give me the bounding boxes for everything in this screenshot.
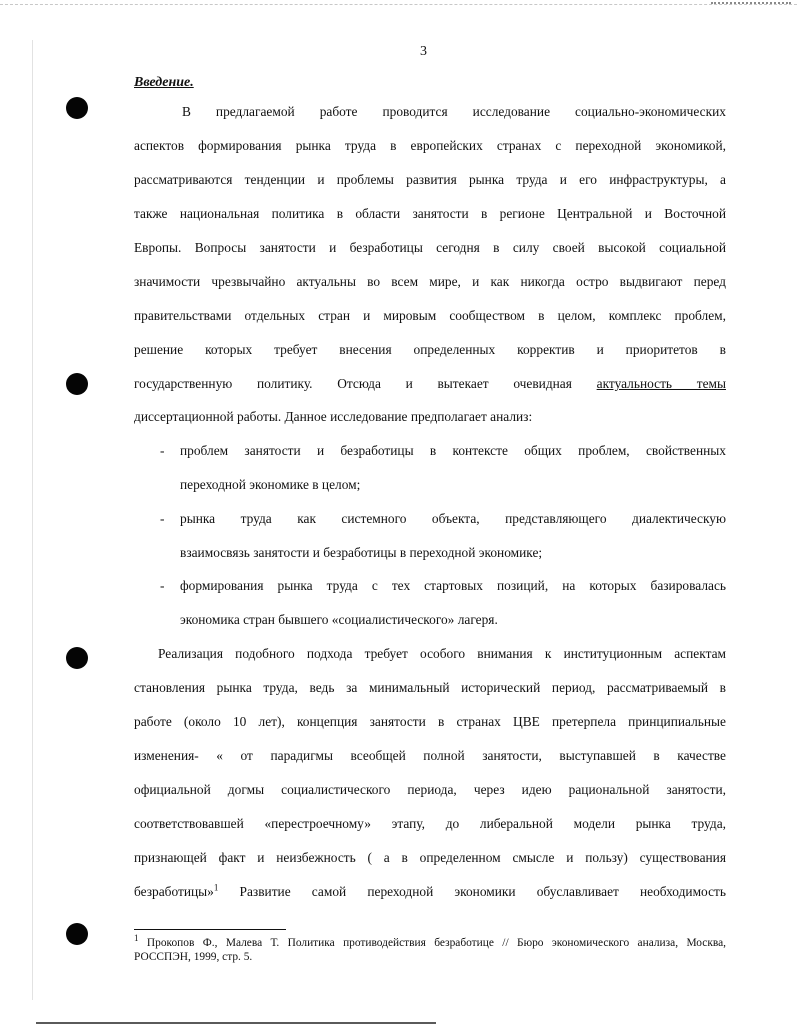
paragraph-line: официальной догмы социалистического периода, через идею рациональной занятости, bbox=[134, 782, 726, 797]
scan-bottom-border bbox=[36, 1022, 436, 1024]
topic-relevance-underlined: актуальность темы bbox=[596, 376, 726, 391]
paragraph-line: Реализация подобного подхода требует особого внимания к институционным аспектам bbox=[158, 646, 726, 661]
bullet-dash: - bbox=[160, 511, 165, 526]
punch-hole-icon bbox=[66, 923, 88, 945]
punch-hole-icon bbox=[66, 97, 88, 119]
paragraph-line: решение которых требует внесения определенных корректив и приоритетов в bbox=[134, 342, 726, 357]
paragraph-line: Европы. Вопросы занятости и безработицы сегодня в силу своей высокой социальной bbox=[134, 240, 726, 255]
footnote-text: Прокопов Ф., Малева Т. Политика противодействия безработице // Бюро экономического анализа, Москва, bbox=[138, 937, 726, 949]
footnote-separator bbox=[134, 929, 286, 930]
bullet-line: формирования рынка труда с тех стартовых позиций, на которых базировалась bbox=[180, 578, 726, 593]
paragraph-line: правительствами отдельных стран и мировым сообществом в целом, комплекс проблем, bbox=[134, 308, 726, 323]
paragraph-line: В предлагаемой работе проводится исследование социально-экономических bbox=[182, 104, 726, 119]
bullet-dash: - bbox=[160, 443, 165, 458]
paragraph-line: изменения- « от парадигмы всеобщей полной занятости, выступавшей в качестве bbox=[134, 748, 726, 763]
scan-left-border bbox=[32, 40, 33, 1000]
footnote-line bbox=[134, 933, 726, 950]
paragraph-line: соответствовавшей «перестроечному» этапу, до либеральной модели рынка труда, bbox=[134, 816, 726, 831]
bullet-dash: - bbox=[160, 578, 165, 593]
paragraph-line: аспектов формирования рынка труда в европейских странах с переходной экономикой, bbox=[134, 138, 726, 153]
paragraph-line: диссертационной работы. Данное исследование предполагает анализ: bbox=[134, 409, 533, 424]
bullet-line: переходной экономике в целом; bbox=[180, 477, 361, 492]
paragraph-line: признающей факт и неизбежность ( а в определенном смысле и пользу) существования bbox=[134, 850, 726, 865]
paragraph-text: безработицы» bbox=[134, 884, 214, 899]
punch-hole-icon bbox=[66, 647, 88, 669]
paragraph-line-with-footnote bbox=[134, 884, 726, 900]
paragraph-line: рассматриваются тенденции и проблемы развития рынка труда и его инфраструктуры, а bbox=[134, 172, 726, 187]
scan-top-border bbox=[0, 4, 797, 5]
paragraph-line: работе (около 10 лет), концепция занятости в странах ЦВЕ претерпела принципиальные bbox=[134, 714, 726, 729]
footnote-marker: 1 bbox=[134, 933, 139, 944]
bullet-line: взаимосвязь занятости и безработицы в переходной экономике; bbox=[180, 545, 543, 560]
footnote-line: РОССПЭН, 1999, стр. 5. bbox=[134, 951, 253, 963]
page-number: 3 bbox=[420, 44, 427, 59]
scan-top-mark bbox=[711, 2, 791, 8]
paragraph-text: государственную политику. Отсюда и вытекает очевидная bbox=[134, 376, 572, 391]
bullet-line: рынка труда как системного объекта, представляющего диалектическую bbox=[180, 511, 726, 526]
paragraph-line-topic bbox=[134, 376, 726, 392]
bullet-line: проблем занятости и безработицы в контексте общих проблем, свойственных bbox=[180, 443, 726, 458]
paragraph-text: Развитие самой переходной экономики обуславливает необходимость bbox=[218, 884, 726, 899]
paragraph-line: также национальная политика в области занятости в регионе Центральной и Восточной bbox=[134, 206, 726, 221]
paragraph-line: становления рынка труда, ведь за минимальный исторический период, рассматриваемый в bbox=[134, 680, 726, 695]
punch-hole-icon bbox=[66, 373, 88, 395]
footnote-reference[interactable]: 1 bbox=[213, 882, 219, 893]
paragraph-line: значимости чрезвычайно актуальны во всем мире, и как никогда остро выдвигают перед bbox=[134, 274, 726, 289]
section-heading: Введение. bbox=[134, 75, 194, 90]
bullet-line: экономика стран бывшего «социалистического» лагеря. bbox=[180, 612, 498, 627]
